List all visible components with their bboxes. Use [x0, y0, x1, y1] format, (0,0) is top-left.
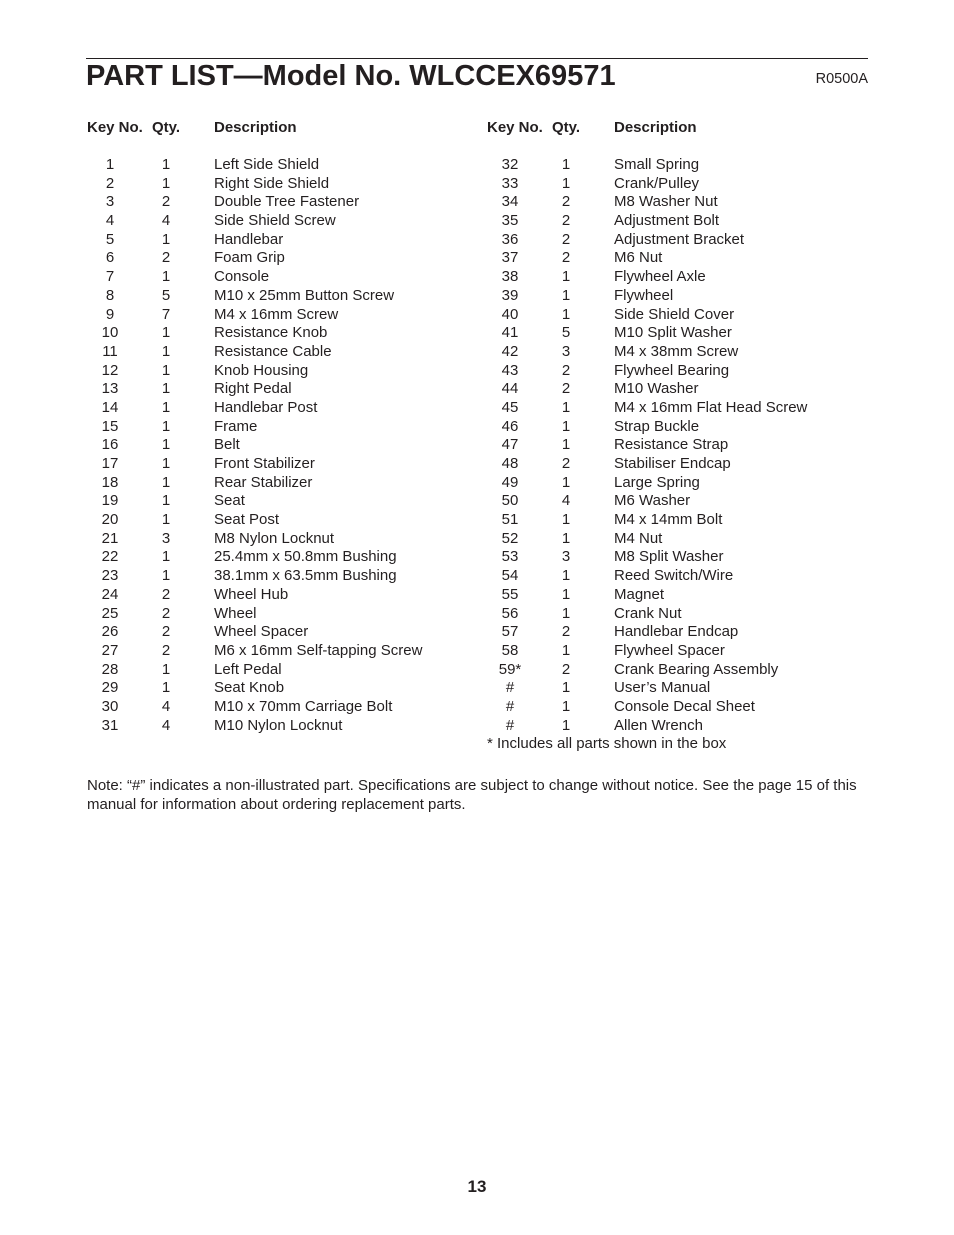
- table-row: [86, 567, 476, 586]
- part-quantity: 1: [561, 716, 571, 734]
- part-description: Crank Bearing Assembly: [614, 660, 779, 678]
- part-key-number: 38: [501, 268, 519, 286]
- part-key-number: 28: [101, 660, 119, 678]
- table-row: [86, 362, 476, 381]
- table-row: [86, 455, 476, 474]
- part-quantity: 1: [561, 398, 571, 416]
- table-row: [86, 343, 476, 362]
- part-quantity: 1: [161, 679, 171, 697]
- part-quantity: 1: [161, 380, 171, 398]
- table-row: [86, 492, 476, 511]
- part-description: Right Side Shield: [214, 174, 330, 192]
- part-description: User’s Manual: [614, 679, 711, 697]
- part-description: Stabiliser Endcap: [614, 455, 731, 472]
- part-description: M8 Nylon Locknut: [214, 529, 335, 547]
- part-key-number: 59*: [498, 660, 522, 678]
- table-row: [486, 455, 868, 474]
- parts-column-right: [486, 118, 868, 754]
- header-key-no: Key No.: [487, 119, 543, 136]
- table-row: [86, 249, 476, 268]
- part-key-number: 35: [501, 212, 519, 230]
- part-description: Front Stabilizer: [214, 455, 315, 472]
- header-description: Description: [614, 119, 697, 136]
- part-key-number: 55: [501, 585, 519, 603]
- part-description: M4 x 16mm Flat Head Screw: [614, 398, 808, 416]
- part-description: Console Decal Sheet: [614, 697, 755, 715]
- table-row: [486, 605, 868, 624]
- part-description: Double Tree Fastener: [214, 193, 360, 211]
- table-row: [86, 380, 476, 399]
- column-header: [86, 118, 476, 138]
- document-code: R0500A: [815, 71, 868, 87]
- part-description: M4 x 16mm Screw: [214, 305, 339, 323]
- part-quantity: 1: [161, 342, 171, 360]
- part-description: Handlebar Post: [214, 398, 318, 416]
- table-row: [86, 661, 476, 680]
- part-quantity: 1: [561, 679, 571, 697]
- part-description: 25.4mm x 50.8mm Bushing: [214, 548, 397, 566]
- header-description: Description: [214, 119, 297, 136]
- table-row: [486, 548, 868, 567]
- part-quantity: 5: [161, 286, 171, 304]
- part-quantity: 2: [561, 623, 571, 641]
- table-row: [86, 511, 476, 530]
- part-description: Large Spring: [614, 473, 700, 491]
- part-description: Foam Grip: [214, 249, 285, 267]
- part-quantity: 1: [161, 417, 171, 435]
- table-row: [486, 343, 868, 362]
- part-quantity: 4: [161, 212, 171, 230]
- part-description: M8 Washer Nut: [614, 193, 718, 211]
- part-description: Resistance Cable: [214, 342, 332, 360]
- table-row: [86, 399, 476, 418]
- part-quantity: 7: [161, 305, 171, 323]
- part-quantity: 2: [561, 193, 571, 211]
- part-key-number: #: [505, 716, 515, 734]
- part-quantity: 1: [561, 585, 571, 603]
- part-key-number: 42: [501, 342, 519, 360]
- parts-list-left: [86, 156, 476, 735]
- part-key-number: 32: [501, 156, 519, 173]
- part-quantity: 1: [161, 511, 171, 529]
- part-quantity: 2: [561, 249, 571, 267]
- part-quantity: 1: [561, 286, 571, 304]
- part-description: Strap Buckle: [614, 417, 700, 435]
- part-quantity: 1: [561, 567, 571, 585]
- part-key-number: 18: [101, 473, 119, 491]
- part-description: Seat Post: [214, 511, 280, 529]
- part-description: Side Shield Cover: [614, 305, 735, 323]
- part-description: Handlebar: [214, 230, 284, 248]
- part-quantity: 2: [161, 193, 171, 211]
- part-key-number: 20: [101, 511, 119, 529]
- part-key-number: 33: [501, 174, 519, 192]
- part-description: Small Spring: [614, 156, 700, 173]
- table-row: [486, 567, 868, 586]
- part-description: Crank/Pulley: [614, 174, 700, 192]
- part-key-number: 2: [105, 174, 115, 192]
- part-key-number: 3: [105, 193, 115, 211]
- table-row: [86, 698, 476, 717]
- part-description: M4 x 14mm Bolt: [614, 511, 723, 529]
- table-row: [486, 306, 868, 325]
- part-quantity: 2: [561, 455, 571, 472]
- part-key-number: #: [505, 697, 515, 715]
- table-row: [486, 661, 868, 680]
- part-description: M10 x 25mm Button Screw: [214, 286, 395, 304]
- part-key-number: 30: [101, 697, 119, 715]
- part-description: Knob Housing: [214, 361, 309, 379]
- part-description: Resistance Strap: [614, 436, 729, 454]
- part-key-number: 34: [501, 193, 519, 211]
- table-row: [486, 156, 868, 175]
- table-row: [86, 175, 476, 194]
- part-description: Belt: [214, 436, 240, 454]
- part-quantity: 1: [561, 268, 571, 286]
- part-key-number: 44: [501, 380, 519, 398]
- part-key-number: 50: [501, 492, 519, 510]
- part-key-number: 4: [105, 212, 115, 230]
- part-key-number: 48: [501, 455, 519, 472]
- header-key-no: Key No.: [87, 119, 143, 136]
- part-key-number: 57: [501, 623, 519, 641]
- part-quantity: 4: [161, 697, 171, 715]
- part-description: Seat Knob: [214, 679, 285, 697]
- part-key-number: 8: [105, 286, 115, 304]
- table-row: [86, 212, 476, 231]
- part-key-number: 41: [501, 324, 519, 342]
- part-key-number: 58: [501, 641, 519, 659]
- footnote: * Includes all parts shown in the box: [487, 735, 727, 753]
- table-row: [486, 436, 868, 455]
- part-quantity: 1: [561, 604, 571, 622]
- part-key-number: 21: [101, 529, 119, 547]
- part-quantity: 1: [161, 492, 171, 510]
- table-row: [86, 530, 476, 549]
- part-key-number: 37: [501, 249, 519, 267]
- part-key-number: 27: [101, 641, 119, 659]
- part-key-number: 6: [105, 249, 115, 267]
- part-quantity: 2: [561, 212, 571, 230]
- part-description: M4 Nut: [614, 529, 663, 547]
- part-key-number: 15: [101, 417, 119, 435]
- part-description: Rear Stabilizer: [214, 473, 313, 491]
- part-description: M4 x 38mm Screw: [614, 342, 739, 360]
- table-row: [486, 212, 868, 231]
- part-description: Adjustment Bolt: [614, 212, 720, 230]
- part-key-number: 49: [501, 473, 519, 491]
- part-quantity: 1: [161, 660, 171, 678]
- part-description: Left Side Shield: [214, 156, 320, 173]
- part-description: M10 Washer: [614, 380, 699, 398]
- part-description: Flywheel: [614, 286, 674, 304]
- header-qty: Qty.: [552, 119, 581, 136]
- part-quantity: 1: [161, 548, 171, 566]
- part-key-number: 9: [105, 305, 115, 323]
- part-description: Console: [214, 268, 270, 286]
- part-description: Handlebar Endcap: [614, 623, 739, 641]
- part-quantity: 1: [161, 455, 171, 472]
- part-key-number: 12: [101, 361, 119, 379]
- part-description: Flywheel Axle: [614, 268, 706, 286]
- part-quantity: 1: [561, 174, 571, 192]
- part-key-number: 14: [101, 398, 119, 416]
- part-description: Flywheel Bearing: [614, 361, 730, 379]
- part-quantity: 2: [161, 623, 171, 641]
- header-qty: Qty.: [152, 119, 181, 136]
- table-row: [86, 287, 476, 306]
- part-description: M8 Split Washer: [614, 548, 724, 566]
- note-text: Note: “#” indicates a non-illustrated part. Specifications are subject to change without notice. See the page 15 of this manual for information about ordering replacement parts.: [87, 777, 857, 813]
- table-row: [86, 605, 476, 624]
- part-key-number: 45: [501, 398, 519, 416]
- part-quantity: 1: [161, 473, 171, 491]
- part-quantity: 1: [161, 230, 171, 248]
- part-key-number: 46: [501, 417, 519, 435]
- table-row: [486, 698, 868, 717]
- part-description: Crank Nut: [614, 604, 682, 622]
- table-row: [86, 306, 476, 325]
- part-description: Allen Wrench: [614, 716, 703, 734]
- part-quantity: 1: [161, 156, 171, 173]
- part-key-number: 19: [101, 492, 119, 510]
- column-header: [486, 118, 868, 138]
- part-key-number: 31: [101, 716, 119, 734]
- part-description: Frame: [214, 417, 258, 435]
- part-quantity: 4: [161, 716, 171, 734]
- table-row: [486, 511, 868, 530]
- part-quantity: 1: [161, 268, 171, 286]
- part-description: Resistance Knob: [214, 324, 328, 342]
- part-key-number: 7: [105, 268, 115, 286]
- table-row: [486, 231, 868, 250]
- part-quantity: 1: [161, 436, 171, 454]
- part-quantity: 4: [561, 492, 571, 510]
- table-row: [86, 324, 476, 343]
- table-row: [486, 193, 868, 212]
- part-quantity: 1: [561, 305, 571, 323]
- part-key-number: 5: [105, 230, 115, 248]
- table-row: [86, 548, 476, 567]
- table-row: [86, 717, 476, 736]
- table-row: [486, 474, 868, 493]
- part-quantity: 2: [561, 361, 571, 379]
- part-quantity: 2: [561, 380, 571, 398]
- part-quantity: 3: [161, 529, 171, 547]
- part-key-number: 39: [501, 286, 519, 304]
- part-key-number: 1: [105, 156, 115, 173]
- table-row: [486, 268, 868, 287]
- part-description: M10 Split Washer: [614, 324, 732, 342]
- part-quantity: 2: [561, 230, 571, 248]
- table-row: [486, 380, 868, 399]
- part-quantity: 1: [161, 398, 171, 416]
- part-key-number: 52: [501, 529, 519, 547]
- part-key-number: #: [505, 679, 515, 697]
- table-row: [86, 418, 476, 437]
- part-quantity: 1: [561, 511, 571, 529]
- part-key-number: 17: [101, 455, 119, 472]
- part-description: Magnet: [614, 585, 665, 603]
- table-row: [486, 679, 868, 698]
- part-key-number: 54: [501, 567, 519, 585]
- part-description: Seat: [214, 492, 245, 510]
- page-title: PART LIST—Model No. WLCCEX69571: [86, 60, 616, 92]
- table-row: [86, 231, 476, 250]
- part-description: Adjustment Bracket: [614, 230, 745, 248]
- part-quantity: 3: [561, 342, 571, 360]
- part-description: Flywheel Spacer: [614, 641, 725, 659]
- part-description: Left Pedal: [214, 660, 282, 678]
- part-quantity: 2: [161, 249, 171, 267]
- part-description: M10 Nylon Locknut: [214, 716, 343, 734]
- part-key-number: 53: [501, 548, 519, 566]
- part-quantity: 1: [161, 324, 171, 342]
- part-key-number: 10: [101, 324, 119, 342]
- part-description: Reed Switch/Wire: [614, 567, 734, 585]
- part-quantity: 2: [161, 604, 171, 622]
- table-row: [86, 623, 476, 642]
- part-quantity: 2: [161, 641, 171, 659]
- table-row: [486, 249, 868, 268]
- table-row: [486, 175, 868, 194]
- part-key-number: 47: [501, 436, 519, 454]
- part-description: Wheel: [214, 604, 257, 622]
- parts-column-left: [86, 118, 476, 735]
- part-quantity: 1: [561, 436, 571, 454]
- table-row: [486, 418, 868, 437]
- part-key-number: 23: [101, 567, 119, 585]
- part-quantity: 1: [161, 174, 171, 192]
- part-key-number: 43: [501, 361, 519, 379]
- part-quantity: 1: [561, 641, 571, 659]
- table-row: [486, 586, 868, 605]
- part-key-number: 51: [501, 511, 519, 529]
- table-row: [86, 642, 476, 661]
- table-row: [86, 474, 476, 493]
- table-row: [86, 268, 476, 287]
- part-key-number: 24: [101, 585, 119, 603]
- page-number: 13: [467, 1177, 487, 1196]
- table-row: [486, 399, 868, 418]
- part-quantity: 1: [561, 697, 571, 715]
- part-description: M6 x 16mm Self-tapping Screw: [214, 641, 423, 659]
- part-quantity: 1: [161, 567, 171, 585]
- table-row: [486, 324, 868, 343]
- part-description: Wheel Hub: [214, 585, 289, 603]
- part-key-number: 26: [101, 623, 119, 641]
- table-row: [86, 193, 476, 212]
- part-key-number: 29: [101, 679, 119, 697]
- part-description: M6 Nut: [614, 249, 663, 267]
- part-key-number: 36: [501, 230, 519, 248]
- table-row: [486, 717, 868, 736]
- part-key-number: 13: [101, 380, 119, 398]
- part-quantity: 2: [161, 585, 171, 603]
- part-quantity: 1: [561, 156, 571, 173]
- table-row: [86, 679, 476, 698]
- part-key-number: 22: [101, 548, 119, 566]
- table-row: [486, 623, 868, 642]
- part-quantity: 5: [561, 324, 571, 342]
- parts-list-right: [486, 156, 868, 735]
- table-row: [486, 287, 868, 306]
- part-key-number: 11: [102, 342, 118, 360]
- table-row: [486, 642, 868, 661]
- part-key-number: 40: [501, 305, 519, 323]
- part-key-number: 25: [101, 604, 119, 622]
- part-description: Wheel Spacer: [214, 623, 309, 641]
- part-quantity: 2: [561, 660, 571, 678]
- part-description: M6 Washer: [614, 492, 691, 510]
- part-description: Side Shield Screw: [214, 212, 336, 230]
- table-row: [486, 492, 868, 511]
- table-row: [486, 362, 868, 381]
- part-description: M10 x 70mm Carriage Bolt: [214, 697, 393, 715]
- table-row: [86, 586, 476, 605]
- part-quantity: 1: [161, 361, 171, 379]
- part-quantity: 1: [561, 473, 571, 491]
- part-quantity: 1: [561, 417, 571, 435]
- table-row: [86, 436, 476, 455]
- table-row: [486, 530, 868, 549]
- part-description: Right Pedal: [214, 380, 292, 398]
- part-key-number: 56: [501, 604, 519, 622]
- part-quantity: 3: [561, 548, 571, 566]
- part-quantity: 1: [561, 529, 571, 547]
- table-row: [86, 156, 476, 175]
- part-description: 38.1mm x 63.5mm Bushing: [214, 567, 397, 585]
- part-key-number: 16: [101, 436, 119, 454]
